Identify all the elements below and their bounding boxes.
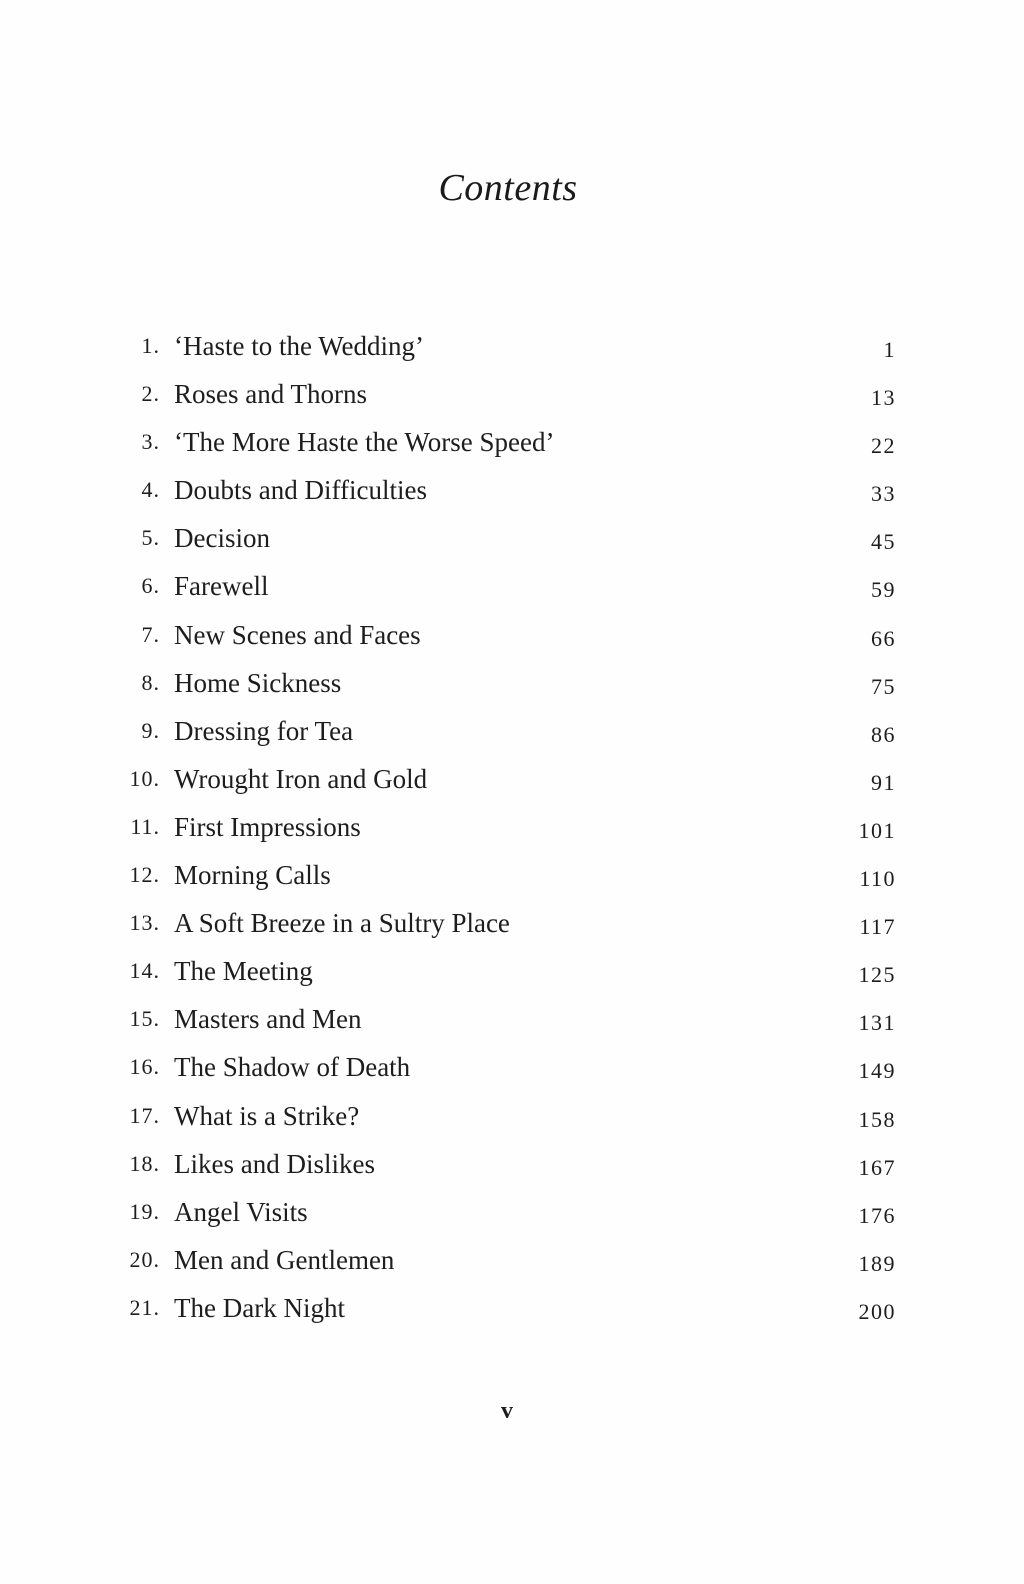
toc-entry (110, 1236, 900, 1284)
toc-entry (110, 611, 900, 659)
table-of-contents (110, 322, 900, 1332)
toc-entry (110, 1043, 900, 1091)
chapter-page-number: 200 (858, 1298, 896, 1324)
chapter-page-number: 189 (858, 1250, 896, 1276)
chapter-number: 13. (129, 910, 160, 936)
page-folio: v (501, 1398, 513, 1424)
chapter-number: 2. (141, 381, 160, 407)
chapter-page-number: 59 (871, 577, 896, 603)
chapter-page-number: 149 (858, 1058, 896, 1084)
toc-entry (110, 707, 900, 755)
chapter-page-number: 66 (871, 625, 896, 651)
chapter-title: Men and Gentlemen (174, 1244, 395, 1275)
chapter-page-number: 33 (871, 481, 896, 507)
chapter-page-number: 22 (871, 433, 896, 459)
chapter-title: Doubts and Difficulties (174, 475, 427, 506)
chapter-page-number: 86 (871, 721, 896, 747)
toc-entry (110, 562, 900, 610)
chapter-number: 17. (129, 1102, 160, 1128)
toc-entry (110, 322, 900, 370)
chapter-page-number: 131 (858, 1010, 896, 1036)
chapter-title: Wrought Iron and Gold (174, 763, 428, 794)
chapter-title: ‘The More Haste the Worse Speed’ (174, 427, 555, 458)
chapter-number: 19. (129, 1198, 160, 1224)
toc-entry (110, 659, 900, 707)
chapter-number: 10. (129, 765, 160, 791)
toc-entry (110, 755, 900, 803)
chapter-number: 20. (129, 1246, 160, 1272)
chapter-title: First Impressions (174, 811, 361, 842)
toc-entry (110, 947, 900, 995)
chapter-number: 9. (141, 717, 160, 743)
chapter-number: 3. (141, 429, 160, 455)
chapter-title: Likes and Dislikes (174, 1148, 375, 1179)
chapter-number: 5. (141, 525, 160, 551)
chapter-page-number: 91 (871, 769, 896, 795)
chapter-number: 15. (129, 1006, 160, 1032)
chapter-page-number: 101 (858, 817, 896, 843)
chapter-page-number: 45 (871, 529, 896, 555)
chapter-title: ‘Haste to the Wedding’ (174, 331, 425, 361)
chapter-number: 14. (129, 958, 160, 984)
chapter-number: 18. (129, 1150, 160, 1176)
chapter-title: New Scenes and Faces (174, 619, 421, 650)
chapter-page-number: 110 (859, 866, 896, 892)
chapter-page-number: 167 (858, 1154, 896, 1180)
toc-entry (110, 1092, 900, 1140)
chapter-page-number: 13 (871, 385, 896, 411)
chapter-number: 7. (141, 621, 160, 647)
chapter-number: 4. (141, 477, 160, 503)
chapter-title: Dressing for Tea (174, 715, 354, 746)
toc-entry (110, 803, 900, 851)
chapter-title: The Shadow of Death (174, 1052, 411, 1083)
chapter-title: Farewell (174, 571, 269, 602)
chapter-number: 12. (129, 862, 160, 888)
toc-entry (110, 466, 900, 514)
chapter-page-number: 117 (859, 914, 896, 940)
chapter-number: 21. (129, 1294, 160, 1320)
chapter-title: The Dark Night (174, 1292, 345, 1323)
toc-entry (110, 851, 900, 899)
toc-entry (110, 370, 900, 418)
chapter-page-number: 158 (858, 1106, 896, 1132)
toc-entry (110, 1284, 900, 1332)
chapter-number: 6. (141, 573, 160, 599)
chapter-title: Angel Visits (174, 1196, 308, 1227)
chapter-page-number: 75 (871, 673, 896, 699)
toc-entry (110, 514, 900, 562)
chapter-title: Decision (174, 523, 270, 554)
chapter-number: 11. (130, 813, 160, 839)
chapter-number: 1. (141, 333, 160, 358)
chapter-title: Masters and Men (174, 1004, 362, 1035)
chapter-title: What is a Strike? (174, 1100, 360, 1131)
page-title: Contents (438, 167, 578, 209)
chapter-page-number: 125 (858, 962, 896, 988)
toc-entry (110, 1188, 900, 1236)
chapter-page-number: 176 (858, 1202, 896, 1228)
chapter-page-number: 1 (883, 337, 896, 362)
toc-entry (110, 418, 900, 466)
chapter-title: Home Sickness (174, 667, 342, 698)
toc-entry (110, 1140, 900, 1188)
toc-entry (110, 995, 900, 1043)
chapter-title: Morning Calls (174, 860, 331, 891)
chapter-title: A Soft Breeze in a Sultry Place (174, 908, 510, 939)
toc-entry (110, 899, 900, 947)
chapter-number: 8. (141, 669, 160, 695)
chapter-title: Roses and Thorns (174, 379, 367, 410)
chapter-number: 16. (129, 1054, 160, 1080)
chapter-title: The Meeting (174, 956, 313, 987)
